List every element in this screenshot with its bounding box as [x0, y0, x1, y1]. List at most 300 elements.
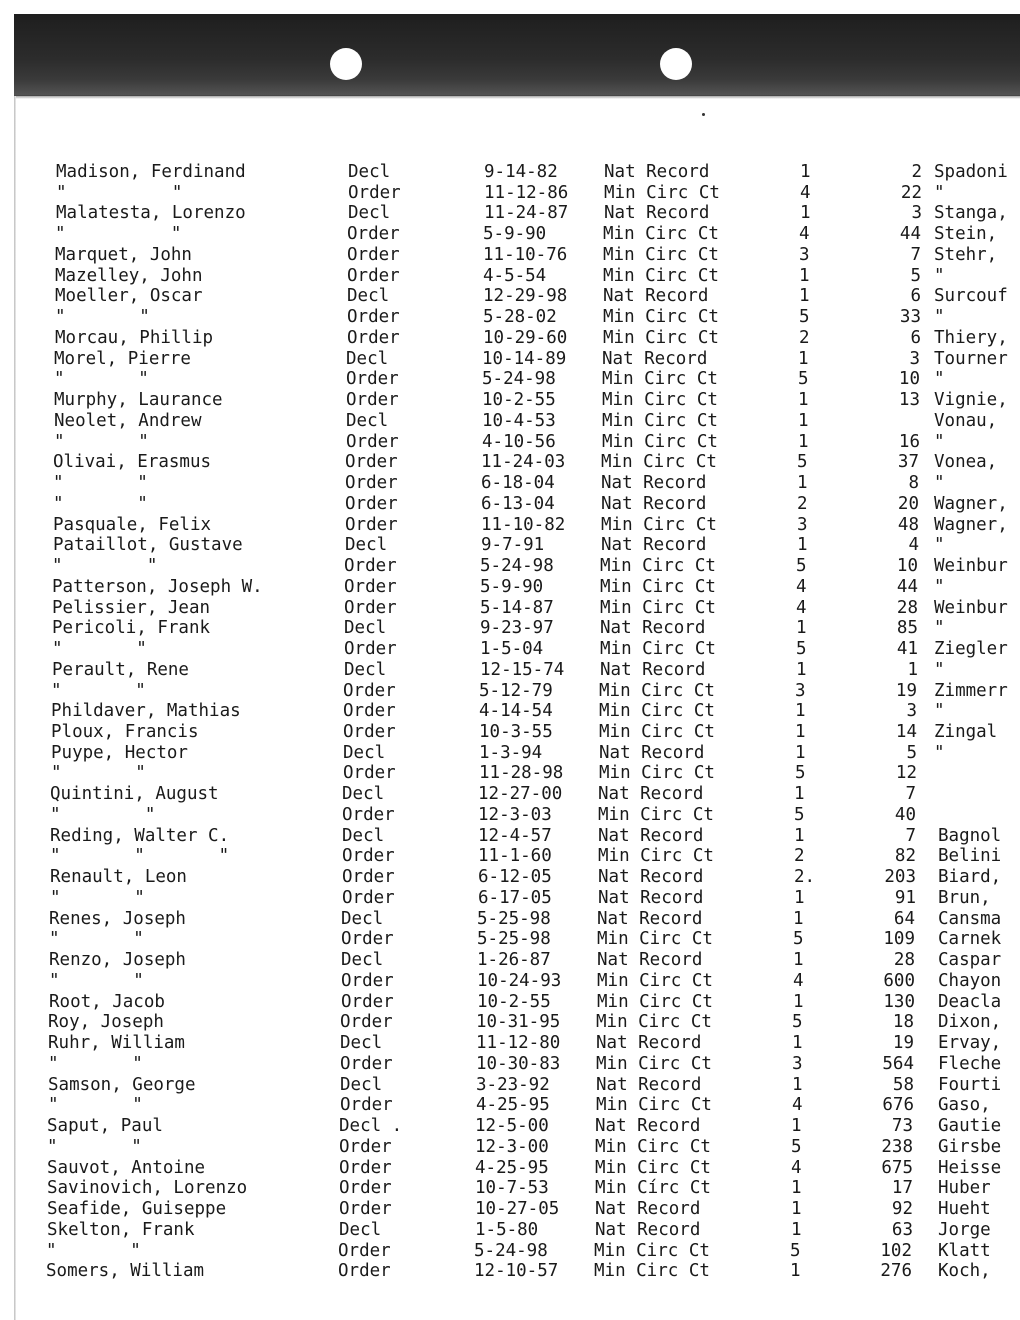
record-volume: 5 — [795, 763, 806, 784]
record-date: 5-14-87 — [480, 597, 554, 618]
record-name: " " — [55, 307, 150, 328]
record-name: " " — [54, 431, 149, 452]
record-type: Decl — [344, 618, 387, 639]
record-court: Min Circ Ct — [603, 224, 719, 245]
scan-speck — [702, 113, 705, 116]
record-volume: 3 — [792, 1053, 803, 1074]
record-court: Nat Record — [601, 535, 707, 556]
record-page: 13 — [898, 390, 920, 411]
second-column-name: " — [934, 659, 945, 680]
record-row — [0, 432, 1020, 453]
record-volume: 1 — [791, 1199, 802, 1220]
record-type: Order — [339, 1136, 392, 1157]
second-column-name: Dixon, — [938, 1012, 1002, 1033]
record-name: Ploux, Francis — [51, 722, 199, 742]
second-column-name: " — [934, 307, 945, 328]
record-name: Madison, Ferdinand — [56, 162, 246, 182]
record-type: Order — [342, 887, 395, 908]
record-name: " " — [53, 493, 148, 514]
record-type: Order — [344, 556, 397, 577]
record-page: 85 — [896, 618, 918, 639]
record-row — [0, 867, 1020, 888]
record-court: Min Circ Ct — [600, 597, 716, 618]
record-name: " " — [54, 369, 149, 390]
record-row — [0, 1137, 1020, 1158]
record-volume: 4 — [791, 1157, 802, 1178]
record-name: " " — [50, 887, 145, 908]
second-column-name: Koch, — [938, 1261, 991, 1282]
record-row — [0, 203, 1020, 224]
record-court: Min Circ Ct — [600, 576, 716, 597]
second-column-name: Vignie, — [934, 390, 1008, 411]
record-row — [0, 846, 1020, 867]
record-volume: 4 — [793, 970, 804, 991]
record-name: Mazelley, John — [55, 265, 203, 286]
record-date: 4-5-54 — [483, 265, 547, 286]
record-date: 9-14-82 — [484, 162, 558, 182]
record-page: 3 — [911, 203, 922, 224]
record-court: Min Circ Ct — [603, 244, 719, 265]
record-page: 82 — [894, 846, 916, 867]
record-type: Order — [347, 265, 400, 286]
record-name: " " — [52, 639, 147, 660]
record-page: 40 — [894, 804, 916, 825]
record-volume: 1 — [798, 390, 809, 411]
record-type: Order — [341, 970, 394, 991]
record-type: Order — [340, 1053, 393, 1074]
record-volume: 4 — [796, 576, 807, 597]
second-column-name: Jorge — [938, 1219, 991, 1240]
record-date: 12-27-00 — [478, 784, 563, 805]
record-date: 5-9-90 — [483, 224, 547, 245]
record-page: 20 — [897, 493, 919, 514]
record-court: Nat Record — [603, 286, 709, 307]
record-date: 12-3-00 — [475, 1136, 549, 1157]
record-court: Nat Record — [602, 348, 708, 369]
record-volume: 5 — [793, 929, 804, 950]
record-page: 600 — [883, 970, 915, 991]
record-page: 109 — [883, 929, 915, 950]
record-date: 11-1-60 — [478, 846, 552, 867]
record-volume: 4 — [799, 224, 810, 245]
record-page: 33 — [899, 307, 921, 328]
record-row — [0, 1220, 1020, 1241]
second-column-name: " — [934, 431, 945, 452]
record-date: 6-12-05 — [478, 867, 552, 888]
record-name: Savinovich, Lorenzo — [47, 1178, 248, 1199]
record-name: Renault, Leon — [50, 867, 187, 888]
record-page: 14 — [895, 722, 917, 742]
second-column-name: Ervay, — [938, 1033, 1002, 1054]
record-row — [0, 577, 1020, 598]
record-name: Puype, Hector — [51, 742, 188, 763]
record-page: 37 — [897, 452, 919, 473]
record-type: Order — [338, 1261, 391, 1282]
record-date: 5-24-98 — [474, 1240, 548, 1261]
second-column-name: Huber — [938, 1178, 991, 1199]
record-page: 130 — [883, 991, 915, 1012]
record-row — [0, 1261, 1020, 1282]
record-row — [0, 1241, 1020, 1262]
second-column-name: " — [934, 182, 945, 203]
record-name: Olivai, Erasmus — [53, 452, 212, 473]
record-row — [0, 245, 1020, 266]
record-name: Renzo, Joseph — [49, 950, 186, 971]
record-row — [0, 556, 1020, 577]
record-row — [0, 328, 1020, 349]
record-volume: 5 — [794, 804, 805, 825]
record-court: Min Círc Ct — [595, 1178, 711, 1199]
record-volume: 1 — [791, 1116, 802, 1137]
record-name: " " — [56, 182, 183, 203]
record-date: 5-28-02 — [483, 307, 557, 328]
second-column-name: Stein, — [934, 224, 998, 245]
record-date: 5-24-98 — [480, 556, 554, 577]
second-column-name: Zimmerr — [934, 680, 1008, 701]
record-court: Min Circ Ct — [599, 701, 715, 722]
record-row — [0, 515, 1020, 536]
record-page: 8 — [908, 473, 919, 494]
record-court: Nat Record — [595, 1199, 701, 1220]
record-date: 11-12-86 — [484, 182, 569, 203]
record-row — [0, 784, 1020, 805]
record-volume: 1 — [799, 286, 810, 307]
record-page: 2 — [911, 162, 922, 182]
record-type: Order — [347, 244, 400, 265]
record-type: Order — [343, 701, 396, 722]
record-date: 10-4-53 — [482, 410, 556, 431]
record-name: Murphy, Laurance — [54, 390, 223, 411]
second-column-name: " — [934, 618, 945, 639]
record-type: Order — [343, 722, 396, 742]
second-column-name: Carnek — [938, 929, 1002, 950]
record-name: " " — [48, 1095, 143, 1116]
record-row — [0, 1178, 1020, 1199]
record-court: Min Circ Ct — [599, 680, 715, 701]
second-column-name: Cansma — [938, 908, 1002, 929]
record-type: Order — [347, 327, 400, 348]
record-row — [0, 722, 1020, 743]
record-court: Min Circ Ct — [600, 639, 716, 660]
record-page: 1 — [907, 659, 918, 680]
second-column-name: Surcouf — [934, 286, 1008, 307]
record-type: Order — [340, 1095, 393, 1116]
record-date: 6-18-04 — [481, 473, 555, 494]
record-volume: 1 — [798, 410, 809, 431]
record-type: Decl — [348, 162, 391, 182]
record-row — [0, 473, 1020, 494]
record-page: 676 — [882, 1095, 914, 1116]
record-page: 44 — [899, 224, 921, 245]
record-type: Decl — [347, 286, 390, 307]
record-court: Nat Record — [597, 908, 703, 929]
record-type: Decl — [346, 410, 389, 431]
record-court: Min Circ Ct — [603, 265, 719, 286]
record-row — [0, 411, 1020, 432]
record-name: Pataillot, Gustave — [53, 535, 243, 556]
record-page: 10 — [898, 369, 920, 390]
record-row — [0, 349, 1020, 370]
record-court: Nat Record — [604, 203, 710, 224]
record-volume: 1 — [795, 701, 806, 722]
record-court: Min Circ Ct — [604, 182, 720, 203]
punch-hole-left — [330, 48, 362, 80]
record-type: Decl — [339, 1219, 382, 1240]
record-court: Nat Record — [600, 618, 706, 639]
record-court: Min Circ Ct — [599, 722, 715, 742]
record-name: " " — [47, 1136, 142, 1157]
record-volume: 1 — [799, 265, 810, 286]
record-page: 44 — [896, 576, 918, 597]
record-volume: 1 — [795, 742, 806, 763]
record-volume: 5 — [797, 452, 808, 473]
record-row — [0, 1158, 1020, 1179]
second-column-name: Tourner — [934, 348, 1008, 369]
record-volume: 4 — [796, 597, 807, 618]
record-date: 4-14-54 — [479, 701, 553, 722]
record-row — [0, 826, 1020, 847]
record-name: Quintini, August — [50, 784, 219, 805]
record-name: Skelton, Frank — [47, 1219, 195, 1240]
record-date: 1-26-87 — [477, 950, 551, 971]
record-type: Order — [345, 452, 398, 473]
record-type: Decl — [341, 950, 384, 971]
record-date: 10-3-55 — [479, 722, 553, 742]
record-row — [0, 390, 1020, 411]
record-page: 276 — [880, 1261, 912, 1282]
record-name: " " — [48, 1053, 143, 1074]
record-row — [0, 183, 1020, 204]
record-row — [0, 929, 1020, 950]
record-court: Nat Record — [598, 887, 704, 908]
record-date: 9-23-97 — [480, 618, 554, 639]
record-name: " " — [46, 1240, 141, 1261]
record-court: Min Circ Ct — [594, 1261, 710, 1282]
record-court: Min Circ Ct — [602, 410, 718, 431]
record-page: 4 — [908, 535, 919, 556]
record-date: 4-10-56 — [482, 431, 556, 452]
second-column-name: Fourti — [938, 1074, 1002, 1095]
record-date: 11-24-03 — [481, 452, 566, 473]
record-volume: 3 — [795, 680, 806, 701]
record-date: 6-17-05 — [478, 887, 552, 908]
record-type: Order — [345, 493, 398, 514]
record-page: 12 — [895, 763, 917, 784]
record-row — [0, 763, 1020, 784]
record-row — [0, 950, 1020, 971]
record-name: Sauvot, Antoine — [47, 1157, 206, 1178]
record-row — [0, 618, 1020, 639]
record-name: Moeller, Oscar — [55, 286, 203, 307]
second-column-name: " — [934, 473, 945, 494]
record-volume: 1 — [798, 431, 809, 452]
second-column-name: Bagnol — [938, 825, 1002, 846]
record-page: 6 — [910, 327, 921, 348]
record-date: 5-9-90 — [480, 576, 544, 597]
record-date: 10-24-93 — [477, 970, 562, 991]
punch-hole-right — [660, 48, 692, 80]
record-row — [0, 535, 1020, 556]
record-page: 238 — [881, 1136, 913, 1157]
second-column-name: Hueht — [938, 1199, 991, 1220]
record-court: Min Circ Ct — [595, 1157, 711, 1178]
record-type: Order — [344, 639, 397, 660]
record-name: Pelissier, Jean — [52, 597, 211, 618]
record-court: Min Circ Ct — [600, 556, 716, 577]
record-name: " " — [53, 473, 148, 494]
record-court: Min Circ Ct — [597, 929, 713, 950]
record-name: Renes, Joseph — [49, 908, 186, 929]
record-name: Pasquale, Felix — [53, 514, 212, 535]
record-court: Min Circ Ct — [595, 1136, 711, 1157]
record-type: Decl — [343, 742, 386, 763]
record-volume: 1 — [795, 722, 806, 742]
record-court: Min Circ Ct — [597, 970, 713, 991]
record-row — [0, 909, 1020, 930]
record-row — [0, 971, 1020, 992]
record-page: 17 — [891, 1178, 913, 1199]
record-date: 11-12-80 — [476, 1033, 561, 1054]
second-column-name: Weinbur — [934, 556, 1008, 577]
record-date: 5-25-98 — [477, 929, 551, 950]
record-court: Nat Record — [604, 162, 710, 182]
record-volume: 1 — [796, 659, 807, 680]
record-type: Order — [342, 846, 395, 867]
record-volume: 1 — [791, 1219, 802, 1240]
second-column-name: Wagner, — [934, 493, 1008, 514]
record-row — [0, 494, 1020, 515]
second-column-name: " — [934, 369, 945, 390]
record-name: " " — [50, 804, 156, 825]
record-court: Min Circ Ct — [596, 1012, 712, 1033]
record-name: Somers, William — [46, 1261, 205, 1282]
record-name: " " — [49, 929, 144, 950]
record-type: Order — [341, 991, 394, 1012]
record-volume: 1 — [800, 203, 811, 224]
record-page: 5 — [906, 742, 917, 763]
record-court: Min Circ Ct — [601, 514, 717, 535]
second-column-name: Stanga, — [934, 203, 1008, 224]
record-type: Decl — [342, 784, 385, 805]
record-page: 48 — [897, 514, 919, 535]
record-row — [0, 639, 1020, 660]
record-court: Nat Record — [601, 493, 707, 514]
record-row — [0, 888, 1020, 909]
record-row — [0, 660, 1020, 681]
record-court: Min Circ Ct — [598, 846, 714, 867]
record-court: Nat Record — [597, 950, 703, 971]
record-type: Order — [341, 929, 394, 950]
record-court: Min Circ Ct — [601, 452, 717, 473]
second-column-name: Wagner, — [934, 514, 1008, 535]
record-court: Min Circ Ct — [599, 763, 715, 784]
record-type: Order — [345, 514, 398, 535]
record-date: 4-25-95 — [475, 1157, 549, 1178]
record-volume: 5 — [791, 1136, 802, 1157]
record-court: Nat Record — [601, 473, 707, 494]
record-date: 12-4-57 — [478, 825, 552, 846]
record-page: 3 — [909, 348, 920, 369]
record-type: Order — [339, 1178, 392, 1199]
record-date: 12-3-03 — [478, 804, 552, 825]
record-court: Min Circ Ct — [597, 991, 713, 1012]
second-column-name: Thiery, — [934, 327, 1008, 348]
record-name: " " — [49, 970, 144, 991]
record-volume: 1 — [794, 825, 805, 846]
record-court: Min Circ Ct — [602, 369, 718, 390]
record-row — [0, 266, 1020, 287]
record-volume: 2 — [797, 493, 808, 514]
record-court: Nat Record — [599, 742, 705, 763]
record-row — [0, 162, 1020, 183]
record-type: Order — [346, 431, 399, 452]
record-volume: 1 — [792, 1033, 803, 1054]
record-type: Order — [344, 597, 397, 618]
record-volume: 1 — [793, 991, 804, 1012]
record-page: 7 — [905, 825, 916, 846]
record-name: " " — [51, 680, 146, 701]
record-page: 203 — [884, 867, 916, 888]
record-name: Saput, Paul — [47, 1116, 163, 1137]
record-name: Samson, George — [48, 1074, 196, 1095]
record-type: Decl — [346, 348, 389, 369]
second-column-name: " — [934, 742, 945, 763]
record-date: 10-29-60 — [483, 327, 568, 348]
record-date: 11-28-98 — [479, 763, 564, 784]
record-volume: 1 — [800, 162, 811, 182]
record-page: 6 — [910, 286, 921, 307]
record-court: Nat Record — [598, 867, 704, 888]
record-court: Min Circ Ct — [596, 1053, 712, 1074]
record-volume: 5 — [798, 369, 809, 390]
record-name: Malatesta, Lorenzo — [56, 203, 246, 224]
record-page: 564 — [882, 1053, 914, 1074]
record-row — [0, 1095, 1020, 1116]
second-column-name: " — [934, 701, 945, 722]
record-date: 10-27-05 — [475, 1199, 560, 1220]
record-court: Min Circ Ct — [598, 804, 714, 825]
record-page: 5 — [910, 265, 921, 286]
second-column-name: Fleche — [938, 1053, 1002, 1074]
record-page: 7 — [905, 784, 916, 805]
record-date: 10-2-55 — [482, 390, 556, 411]
second-column-name: Klatt — [938, 1240, 991, 1261]
record-page: 92 — [891, 1199, 913, 1220]
record-date: 1-5-80 — [475, 1219, 539, 1240]
record-court: Min Circ Ct — [602, 431, 718, 452]
record-volume: 1 — [794, 784, 805, 805]
record-row — [0, 598, 1020, 619]
record-name: Perault, Rene — [52, 659, 189, 680]
record-volume: 1 — [797, 535, 808, 556]
record-row — [0, 1199, 1020, 1220]
second-column-name: Girsbe — [938, 1136, 1002, 1157]
record-date: 1-5-04 — [480, 639, 544, 660]
record-name: Morel, Pierre — [54, 348, 191, 369]
record-page: 7 — [910, 244, 921, 265]
record-volume: 2. — [794, 867, 816, 888]
record-court: Min Circ Ct — [603, 327, 719, 348]
record-row — [0, 743, 1020, 764]
second-column-name: Gaso, — [938, 1095, 991, 1116]
record-name: Reding, Walter C. — [50, 825, 230, 846]
second-column-name: Vonau, — [934, 410, 998, 431]
record-volume: 5 — [790, 1240, 801, 1261]
record-date: 11-24-87 — [484, 203, 569, 224]
record-type: Order — [343, 763, 396, 784]
record-row — [0, 1033, 1020, 1054]
record-page: 58 — [892, 1074, 914, 1095]
